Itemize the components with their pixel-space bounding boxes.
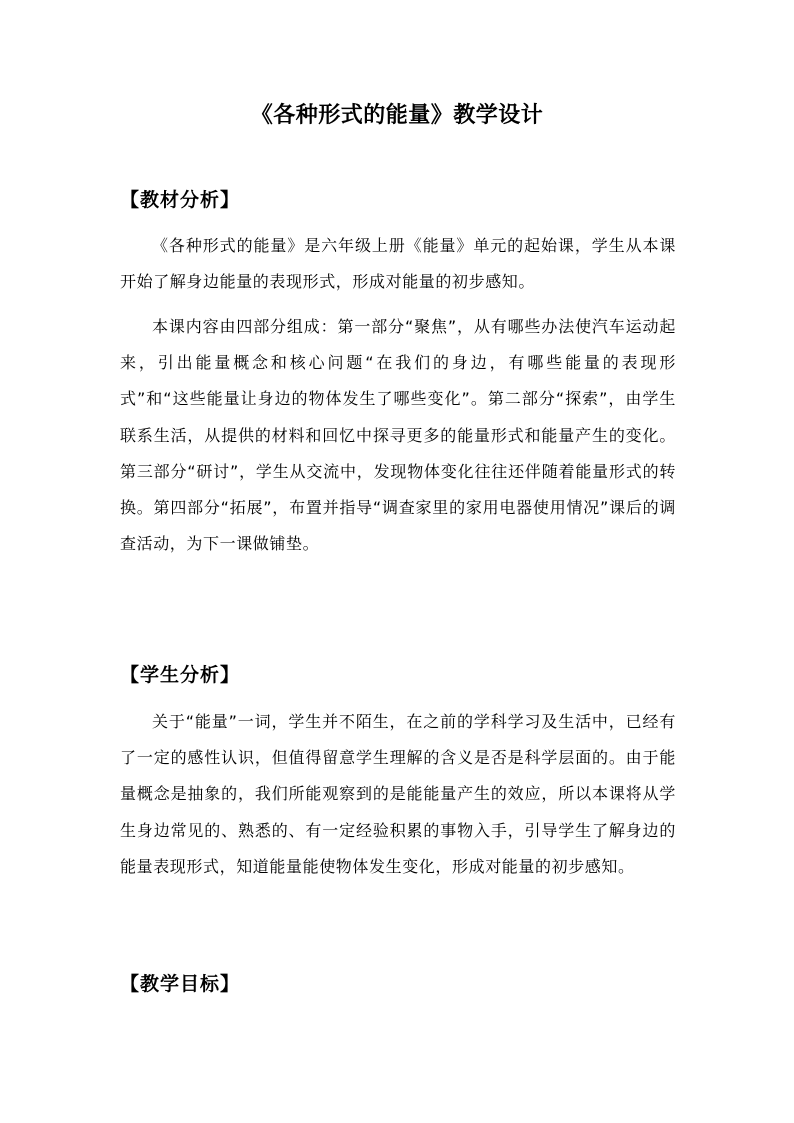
paragraph-textbook-analysis-1: 《各种形式的能量》是六年级上册《能量》单元的起始课，学生从本课开始了解身边能量的表现形式，形成对能量的初步感知。: [120, 236, 676, 292]
section-heading-teaching-objectives: 【教学目标】: [120, 973, 241, 995]
paragraph-textbook-analysis-2: 本课内容由四部分组成：第一部分“聚焦”，从有哪些办法使汽车运动起来，引出能量概念和核心问题“在我们的身边，有哪些能量的表现形式”和“这些能量让身边的物体发生了哪些变化”。第二部分“探索”，由学生联系生活，从提供的材料和回忆中探寻更多的能量形式和能量产生的变化。第三部分“研讨”，学生从交流中，发现物体变化往往还伴随着能量形式的转换。第四部分“拓展”，布置并指导“调查家里的家用电器使用情况”课后的调查活动，为下一课做铺垫。: [120, 317, 676, 554]
paragraph-student-analysis-1: 关于“能量”一词，学生并不陌生，在之前的学科学习及生活中，已经有了一定的感性认识，但值得留意学生理解的含义是否是科学层面的。由于能量概念是抽象的，我们所能观察到的是能能量产生的效应，所以本课将从学生身边常见的、熟悉的、有一定经验积累的事物入手，引导学生了解身边的能量表现形式，知道能量能使物体发生变化，形成对能量的初步感知。: [120, 712, 676, 876]
section-heading-textbook-analysis: 【教材分析】: [120, 189, 241, 211]
document-title: 《各种形式的能量》教学设计: [250, 103, 544, 128]
section-heading-student-analysis: 【学生分析】: [120, 664, 241, 686]
